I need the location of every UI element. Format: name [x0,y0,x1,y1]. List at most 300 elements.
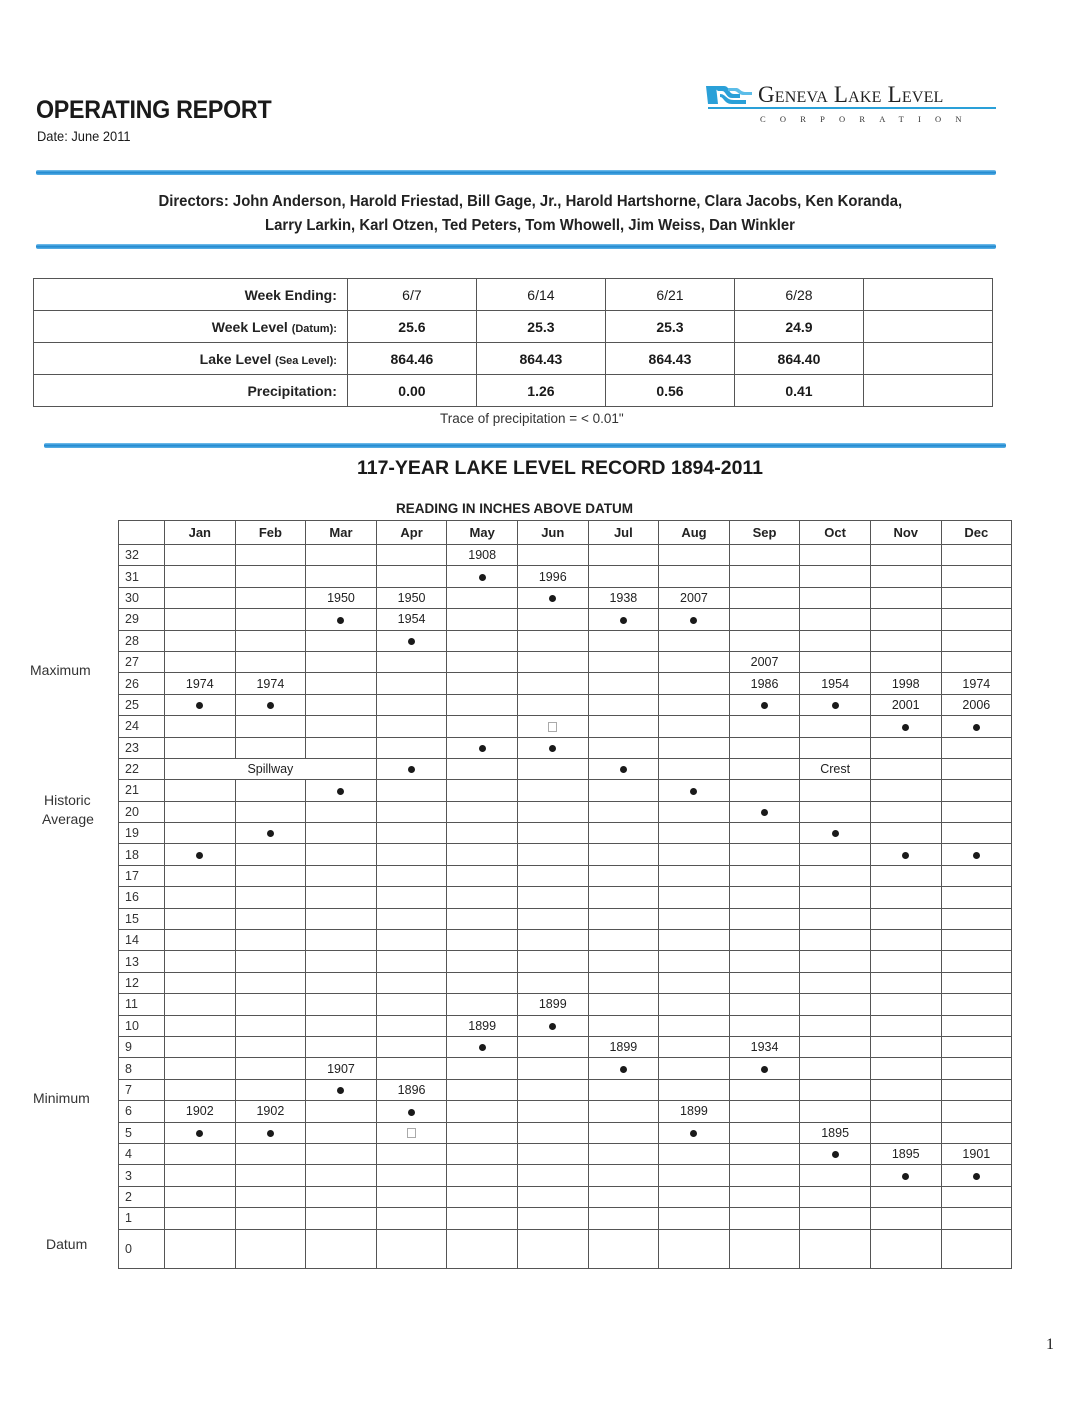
record-cell [235,780,306,801]
record-cell [588,994,659,1015]
record-cell [941,673,1012,694]
record-cell [729,994,800,1015]
level-dot-icon [832,702,839,709]
record-cell [165,737,236,758]
record-cell [941,1186,1012,1207]
record-cell [235,908,306,929]
record-cell [659,1058,730,1079]
record-cell [165,630,236,651]
record-cell [941,951,1012,972]
record-cell [870,1122,941,1143]
record-cell [517,716,588,737]
record-cell [306,1058,377,1079]
record-cell [306,1208,377,1229]
month-header-jan: Jan [165,521,236,545]
record-cell [165,1101,236,1122]
record-cell [800,737,871,758]
level-label: 8 [119,1058,165,1079]
record-cell [588,1122,659,1143]
record-cell [800,801,871,822]
record-cell [165,1186,236,1207]
record-year: 1896 [397,1082,426,1097]
company-logo [706,80,998,130]
record-cell [517,758,588,779]
record-cell [306,651,377,672]
record-cell [165,1165,236,1186]
level-row [119,780,1012,801]
level-dot-icon [337,617,344,624]
record-cell [376,651,447,672]
row-label-unit: (Sea Level): [275,354,337,367]
level-dot-icon [832,830,839,837]
record-cell [659,865,730,886]
record-cell [306,630,377,651]
record-cell [941,972,1012,993]
divider-rule [36,244,996,249]
record-cell [800,1101,871,1122]
record-cell [588,1143,659,1164]
record-cell [517,587,588,608]
record-cell [235,1143,306,1164]
record-cell [941,1036,1012,1057]
record-cell [941,780,1012,801]
record-cell [800,716,871,737]
record-cell [941,908,1012,929]
record-cell [165,1058,236,1079]
record-cell [659,673,730,694]
record-year: 1907 [327,1061,355,1076]
weekly-row-label [34,279,348,311]
level-dot-icon [408,638,415,645]
month-header-jun: Jun [517,521,588,545]
record-cell [870,1058,941,1079]
record-cell [376,694,447,715]
record-cell [447,972,518,993]
record-cell [659,651,730,672]
level-label: 15 [119,908,165,929]
month-header-aug: Aug [659,521,730,545]
record-cell [447,1036,518,1057]
record-cell [588,823,659,844]
record-cell [659,1208,730,1229]
level-row [119,758,1012,779]
record-year: 1998 [891,676,920,691]
side-label-maximum: Maximum [30,662,91,678]
row-label-text: Precipitation: [247,382,337,399]
record-cell [800,780,871,801]
record-cell [376,951,447,972]
record-cell [729,844,800,865]
record-cell [800,908,871,929]
record-cell [588,1079,659,1100]
record-cell [376,1229,447,1268]
record-cell [588,1101,659,1122]
report-title: OPERATING REPORT [36,96,272,124]
weekly-row-label [34,343,348,375]
spillway-label: Spillway [247,762,294,777]
record-cell [165,865,236,886]
level-dot-icon [549,745,556,752]
record-cell [517,930,588,951]
record-cell [659,780,730,801]
record-cell [376,823,447,844]
level-label: 9 [119,1036,165,1057]
record-cell [447,1143,518,1164]
record-cell [800,823,871,844]
record-cell [800,1208,871,1229]
record-cell [870,1079,941,1100]
record-subtitle: READING IN INCHES ABOVE DATUM [396,501,634,516]
record-cell [447,951,518,972]
weekly-value-cell: 24.9 [734,311,863,343]
level-row [119,865,1012,886]
record-cell [376,716,447,737]
record-cell [659,545,730,566]
spillway-cell [165,758,377,779]
record-cell [800,1143,871,1164]
level-row [119,1079,1012,1100]
record-cell [517,801,588,822]
record-cell [941,1143,1012,1164]
level-dot-icon [479,574,486,581]
level-label: 11 [119,994,165,1015]
weekly-value-cell: 0.41 [734,375,863,407]
record-cell [800,1058,871,1079]
record-cell [376,801,447,822]
record-cell [870,716,941,737]
record-cell [447,758,518,779]
record-cell [659,566,730,587]
record-cell [376,844,447,865]
month-header-apr: Apr [376,521,447,545]
record-cell [659,930,730,951]
record-cell [306,1122,377,1143]
level-label: 20 [119,801,165,822]
weekly-value-cell: 6/7 [347,279,476,311]
record-cell [800,651,871,672]
record-cell [165,1079,236,1100]
record-cell [235,801,306,822]
record-cell [659,737,730,758]
record-year: 1899 [468,1018,497,1033]
level-row [119,566,1012,587]
record-cell [235,1058,306,1079]
record-cell [800,1186,871,1207]
record-cell [235,865,306,886]
record-cell [165,694,236,715]
level-row [119,908,1012,929]
record-cell [588,630,659,651]
level-dot-icon [549,1023,556,1030]
record-cell [376,737,447,758]
record-cell [800,1079,871,1100]
record-cell [870,1208,941,1229]
record-cell [165,716,236,737]
record-cell [870,1143,941,1164]
logo-rule [708,107,996,109]
record-cell [941,1208,1012,1229]
level-dot-icon [196,702,203,709]
record-year: 1954 [821,676,850,691]
side-label-average: Average [42,811,94,827]
record-cell [306,1165,377,1186]
weekly-value-cell: 864.46 [347,343,476,375]
level-row [119,1036,1012,1057]
directors-list [60,190,1000,238]
record-cell [165,951,236,972]
level-dot-icon [902,724,909,731]
record-cell [659,716,730,737]
level-row [119,694,1012,715]
record-cell [659,694,730,715]
level-row [119,1165,1012,1186]
record-cell [729,737,800,758]
record-year: 1974 [962,676,991,691]
month-header-mar: Mar [306,521,377,545]
directors-line-2: Larry Larkin, Karl Otzen, Ted Peters, Tom Whowell, Jim Weiss, Dan Winkler [265,217,795,234]
record-cell [376,609,447,630]
record-cell [235,609,306,630]
record-cell [588,566,659,587]
record-year: 2007 [680,590,708,605]
record-year: 1938 [609,590,638,605]
record-cell [447,887,518,908]
record-cell [517,1079,588,1100]
record-cell [235,1101,306,1122]
record-cell [729,694,800,715]
record-cell [165,780,236,801]
record-cell [659,908,730,929]
record-cell [235,887,306,908]
record-cell [941,694,1012,715]
record-cell [870,651,941,672]
record-cell [800,630,871,651]
record-cell [306,972,377,993]
record-cell [306,609,377,630]
record-cell [376,1122,447,1143]
level-label: 21 [119,780,165,801]
record-cell [941,1015,1012,1036]
record-cell [376,1058,447,1079]
record-cell [729,1229,800,1268]
level-label: 26 [119,673,165,694]
record-year: 1902 [185,1104,214,1119]
record-cell [306,673,377,694]
record-cell [941,566,1012,587]
level-label: 32 [119,545,165,566]
record-cell [235,1229,306,1268]
record-cell [659,609,730,630]
record-cell [870,1036,941,1057]
record-cell [729,716,800,737]
record-year: 1895 [891,1147,920,1162]
record-cell [800,1122,871,1143]
record-cell [729,780,800,801]
record-cell [165,609,236,630]
record-cell [235,630,306,651]
record-cell [235,844,306,865]
record-cell [447,587,518,608]
record-cell [517,566,588,587]
record-cell [517,1208,588,1229]
level-row [119,716,1012,737]
weekly-value-cell [863,279,992,311]
month-header-may: May [447,521,518,545]
record-cell [941,1101,1012,1122]
level-label: 18 [119,844,165,865]
record-cell [588,951,659,972]
record-cell [800,930,871,951]
weekly-value-cell [863,375,992,407]
record-cell [941,716,1012,737]
level-row [119,801,1012,822]
level-row [119,823,1012,844]
weekly-value-cell: 25.3 [605,311,734,343]
record-cell [306,844,377,865]
record-cell [376,566,447,587]
month-header-sep: Sep [729,521,800,545]
record-cell [659,1186,730,1207]
level-dot-icon [761,1066,768,1073]
record-cell [870,887,941,908]
record-cell [517,1101,588,1122]
record-cell [165,1015,236,1036]
record-cell [517,673,588,694]
level-row [119,951,1012,972]
level-row [119,1143,1012,1164]
record-cell [870,1015,941,1036]
record-cell [729,651,800,672]
level-dot-icon [479,745,486,752]
record-cell [517,908,588,929]
record-cell [870,823,941,844]
record-cell [447,994,518,1015]
record-title: 117-YEAR LAKE LEVEL RECORD 1894-2011 [356,457,764,479]
month-header-dec: Dec [941,521,1012,545]
weekly-value-cell [863,343,992,375]
level-label: 19 [119,823,165,844]
record-year: 1950 [397,590,426,605]
record-cell [729,1186,800,1207]
record-year: 2001 [891,697,920,712]
record-cell [729,1058,800,1079]
record-cell [588,1229,659,1268]
record-cell [306,930,377,951]
record-cell [729,1165,800,1186]
record-cell [447,737,518,758]
weekly-value-cell: 0.00 [347,375,476,407]
record-cell [376,587,447,608]
record-cell [306,1036,377,1057]
record-cell [729,1143,800,1164]
record-cell [800,865,871,886]
level-dot-icon [549,595,556,602]
logo-name: Geneva Lake Level [758,82,944,107]
record-cell [588,930,659,951]
record-cell [376,994,447,1015]
record-cell [447,1186,518,1207]
record-cell [235,587,306,608]
record-cell [870,951,941,972]
record-cell [306,801,377,822]
record-cell [376,1079,447,1100]
record-cell [588,801,659,822]
record-cell [447,865,518,886]
record-cell [376,758,447,779]
record-cell [800,694,871,715]
record-cell [729,951,800,972]
level-row [119,587,1012,608]
record-cell [941,609,1012,630]
level-row [119,673,1012,694]
record-cell [517,609,588,630]
record-cell [235,930,306,951]
record-cell [800,1015,871,1036]
level-row [119,972,1012,993]
record-cell [659,1165,730,1186]
record-cell [165,1036,236,1057]
record-cell [870,630,941,651]
record-cell [517,1015,588,1036]
record-cell [659,1143,730,1164]
record-cell [517,651,588,672]
record-cell [447,716,518,737]
record-cell [729,1079,800,1100]
record-year: 1996 [538,569,567,584]
weekly-row [34,311,993,343]
record-cell [165,801,236,822]
record-cell [941,865,1012,886]
record-year: 1895 [821,1125,850,1140]
record-cell [588,609,659,630]
level-dot-icon [832,1151,839,1158]
record-cell [447,694,518,715]
record-cell [165,823,236,844]
record-cell [729,758,800,779]
record-cell [447,1079,518,1100]
record-cell [588,737,659,758]
record-cell [659,887,730,908]
record-cell [800,566,871,587]
wave-logo-icon [706,82,758,108]
record-cell [870,780,941,801]
level-row [119,545,1012,566]
record-cell [306,545,377,566]
record-cell [800,887,871,908]
level-dot-icon [973,852,980,859]
record-cell [306,716,377,737]
record-cell [659,951,730,972]
record-cell [165,1229,236,1268]
record-cell [306,994,377,1015]
record-cell [235,716,306,737]
level-label: 22 [119,758,165,779]
record-cell [306,737,377,758]
record-cell [729,1101,800,1122]
record-cell [447,609,518,630]
record-cell [800,609,871,630]
record-cell [659,1229,730,1268]
record-cell [729,972,800,993]
record-cell [517,972,588,993]
record-cell [235,1122,306,1143]
weekly-row-label [34,375,348,407]
page-number: 1 [1046,1336,1054,1353]
weekly-value-cell: 864.43 [605,343,734,375]
record-cell [165,1122,236,1143]
record-cell [517,823,588,844]
level-dot-icon [690,788,697,795]
